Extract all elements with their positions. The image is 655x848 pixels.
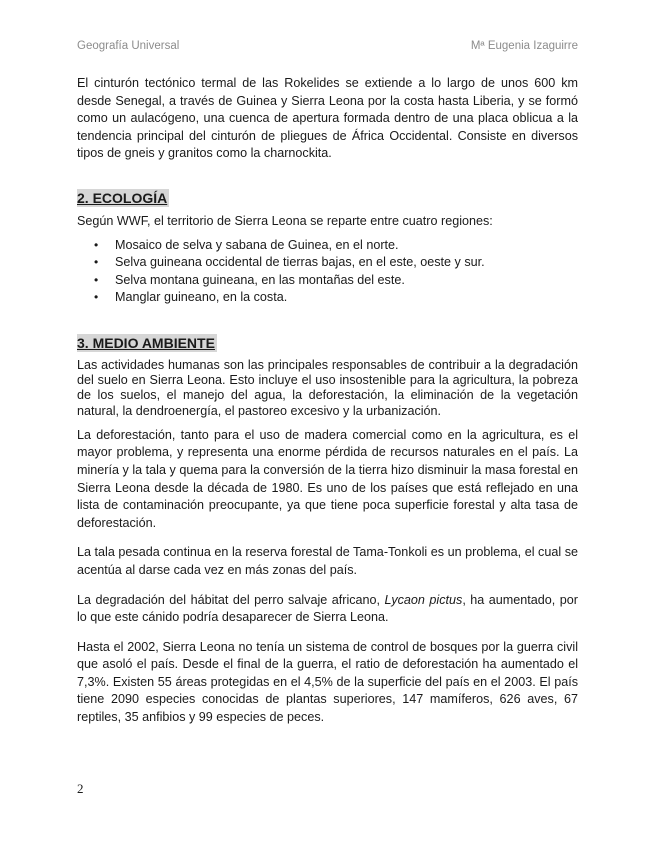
medio-ambiente-p2: La deforestación, tanto para el uso de madera comercial como en la agricultura, es el mayor problema, y representa una enorme pérdida de recursos naturales en el país. La minería y la tala y quema para la conversión de la tierra hizo disminuir la masa forestal en Sierra Leona desde la década de 1980. Es uno de los países que está reflejado en una lista de contaminación preocupante, ya que tiene poca superficie forestal y alta tasa de deforestación. <box>77 427 578 530</box>
bullet-icon: • <box>94 272 99 287</box>
bullet-icon: • <box>94 290 99 305</box>
medio-ambiente-p1: Las actividades humanas son las principales responsables de contribuir a la degradación del suelo en Sierra Leona. Esto incluye el uso insostenible para la agricultura, la pobreza de los suelos, el manejo del agua, la deforestación, la eliminación de la vegetación natural, la dendroenergía, el pastoreo excesivo y la urbanización. <box>77 357 578 418</box>
medio-ambiente-p3: La tala pesada continua en la reserva forestal de Tama-Tonkoli es un problema, el cual se acentúa al darse cada vez en más zonas del país. <box>77 545 578 577</box>
list-item <box>77 289 578 307</box>
medio-ambiente-heading: 3. MEDIO AMBIENTE <box>77 334 215 351</box>
regions-list <box>77 237 578 307</box>
header-title: Geografía Universal <box>77 40 180 52</box>
ecologia-heading-wrap <box>77 189 578 208</box>
ecologia-intro: Según WWF, el territorio de Sierra Leona se reparte entre cuatro regiones: <box>77 213 493 228</box>
bullet-icon: • <box>94 255 99 270</box>
list-item <box>77 237 578 255</box>
medio-ambiente-p4 <box>77 592 578 627</box>
p4-text-start: La degradación del hábitat del perro salvaje africano, <box>77 592 385 607</box>
page-number: 2 <box>77 781 84 796</box>
p4-text-end: , ha aumentado, por lo que este cánido podría desaparecer de Sierra Leona. <box>77 592 578 625</box>
medio-ambiente-p5: Hasta el 2002, Sierra Leona no tenía un sistema de control de bosques por la guerra civil que asoló el país. Desde el final de la guerra, el ratio de deforestación ha aumentado el 7,3%. Existen 55 áreas protegidas en el 4,5% de la superficie del país en el 2003. El país tiene 2090 especies conocidas de plantas superiores, 147 mamíferos, 626 aves, 67 reptiles, 35 anfibios y 99 especies de peces. <box>77 639 578 725</box>
ecologia-heading: 2. ECOLOGÍA <box>77 189 168 206</box>
bullet-icon: • <box>94 237 99 252</box>
region-text: Mosaico de selva y sabana de Guinea, en el norte. <box>115 237 399 252</box>
region-text: Selva montana guineana, en las montañas del este. <box>115 272 405 287</box>
species-name: Lycaon pictus <box>384 592 463 607</box>
region-text: Manglar guineano, en la costa. <box>115 290 288 305</box>
list-item <box>77 254 578 272</box>
list-item <box>77 272 578 290</box>
page-content <box>77 75 578 736</box>
header-author: Mª Eugenia Izaguirre <box>470 40 578 52</box>
medio-ambiente-heading-wrap <box>77 334 578 353</box>
region-text: Selva guineana occidental de tierras bajas, en el este, oeste y sur. <box>115 255 485 270</box>
intro-paragraph: El cinturón tectónico termal de las Rokelides se extiende a lo largo de unos 600 km desde Senegal, a través de Guinea y Sierra Leona por la costa hasta Liberia, y se formó como un aulacógeno, una cuenca de apertura formada dentro de una placa oblicua a la tendencia principal del cinturón de pliegues de África Occidental. Consiste en diversos tipos de gneis y granitos como la charnockita. <box>77 76 578 161</box>
